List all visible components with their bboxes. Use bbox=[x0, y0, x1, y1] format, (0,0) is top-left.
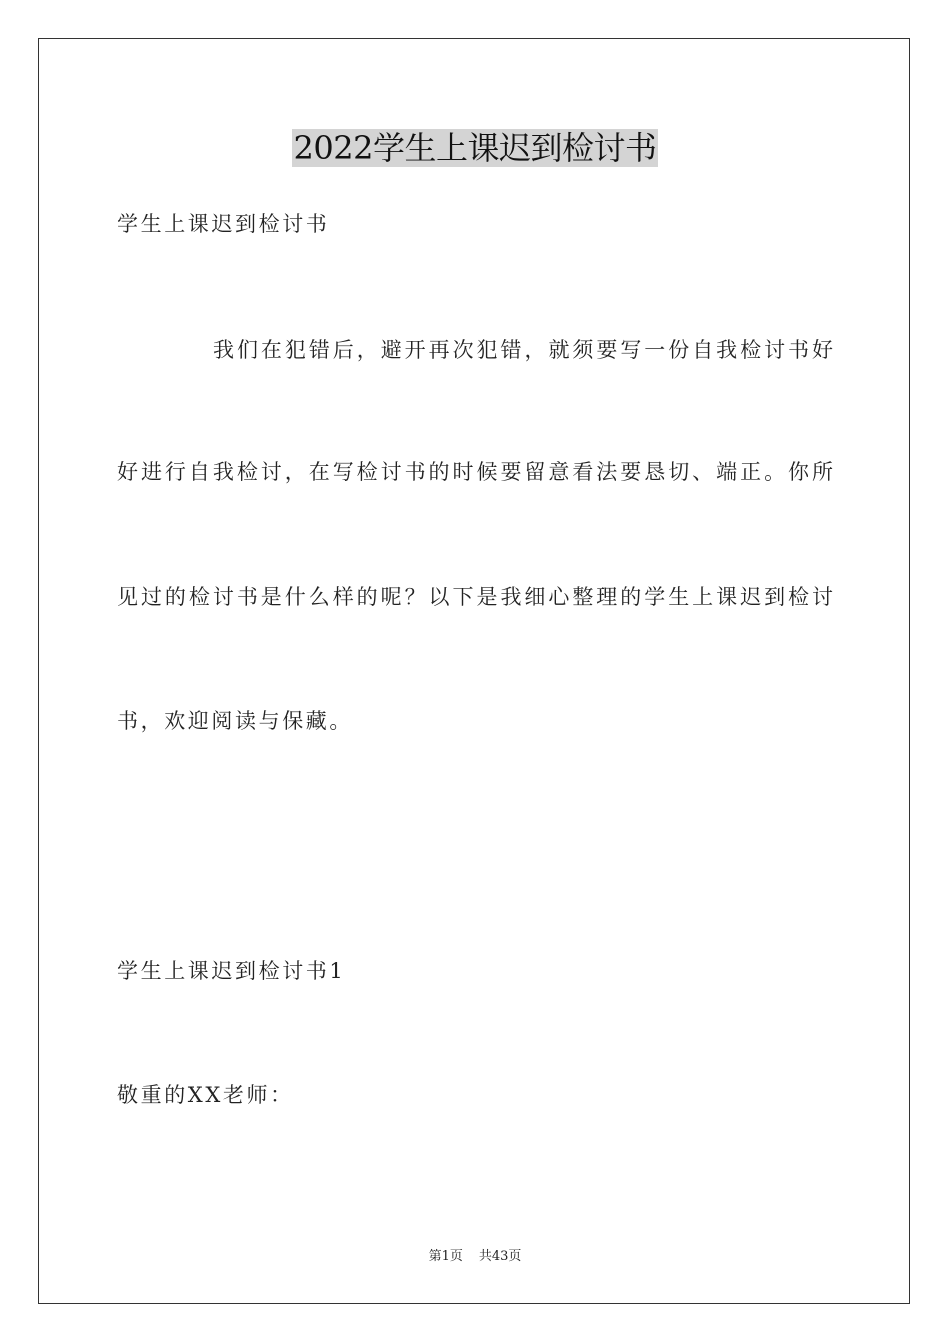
page-total: 共43页 bbox=[478, 1249, 522, 1264]
page-footer bbox=[0, 1248, 950, 1266]
intro-line-3: 见过的检讨书是什么样的呢？以下是我细心整理的学生上课迟到检讨 bbox=[117, 585, 833, 609]
salutation: 敬重的XX老师： bbox=[117, 1083, 294, 1107]
document-title: 2022学生上课迟到检讨书 bbox=[293, 129, 657, 167]
page-number: 第1页 bbox=[428, 1249, 463, 1264]
intro-line-4: 书，欢迎阅读与保藏。 bbox=[117, 709, 353, 733]
document-subtitle: 学生上课迟到检讨书 bbox=[117, 212, 330, 236]
section-heading: 学生上课迟到检讨书1 bbox=[117, 959, 346, 983]
document-title-container bbox=[0, 126, 950, 170]
intro-line-2: 好进行自我检讨，在写检讨书的时候要留意看法要恳切、端正。你所 bbox=[117, 460, 833, 484]
intro-line-1: 我们在犯错后，避开再次犯错，就须要写一份自我检讨书好 bbox=[213, 338, 833, 362]
